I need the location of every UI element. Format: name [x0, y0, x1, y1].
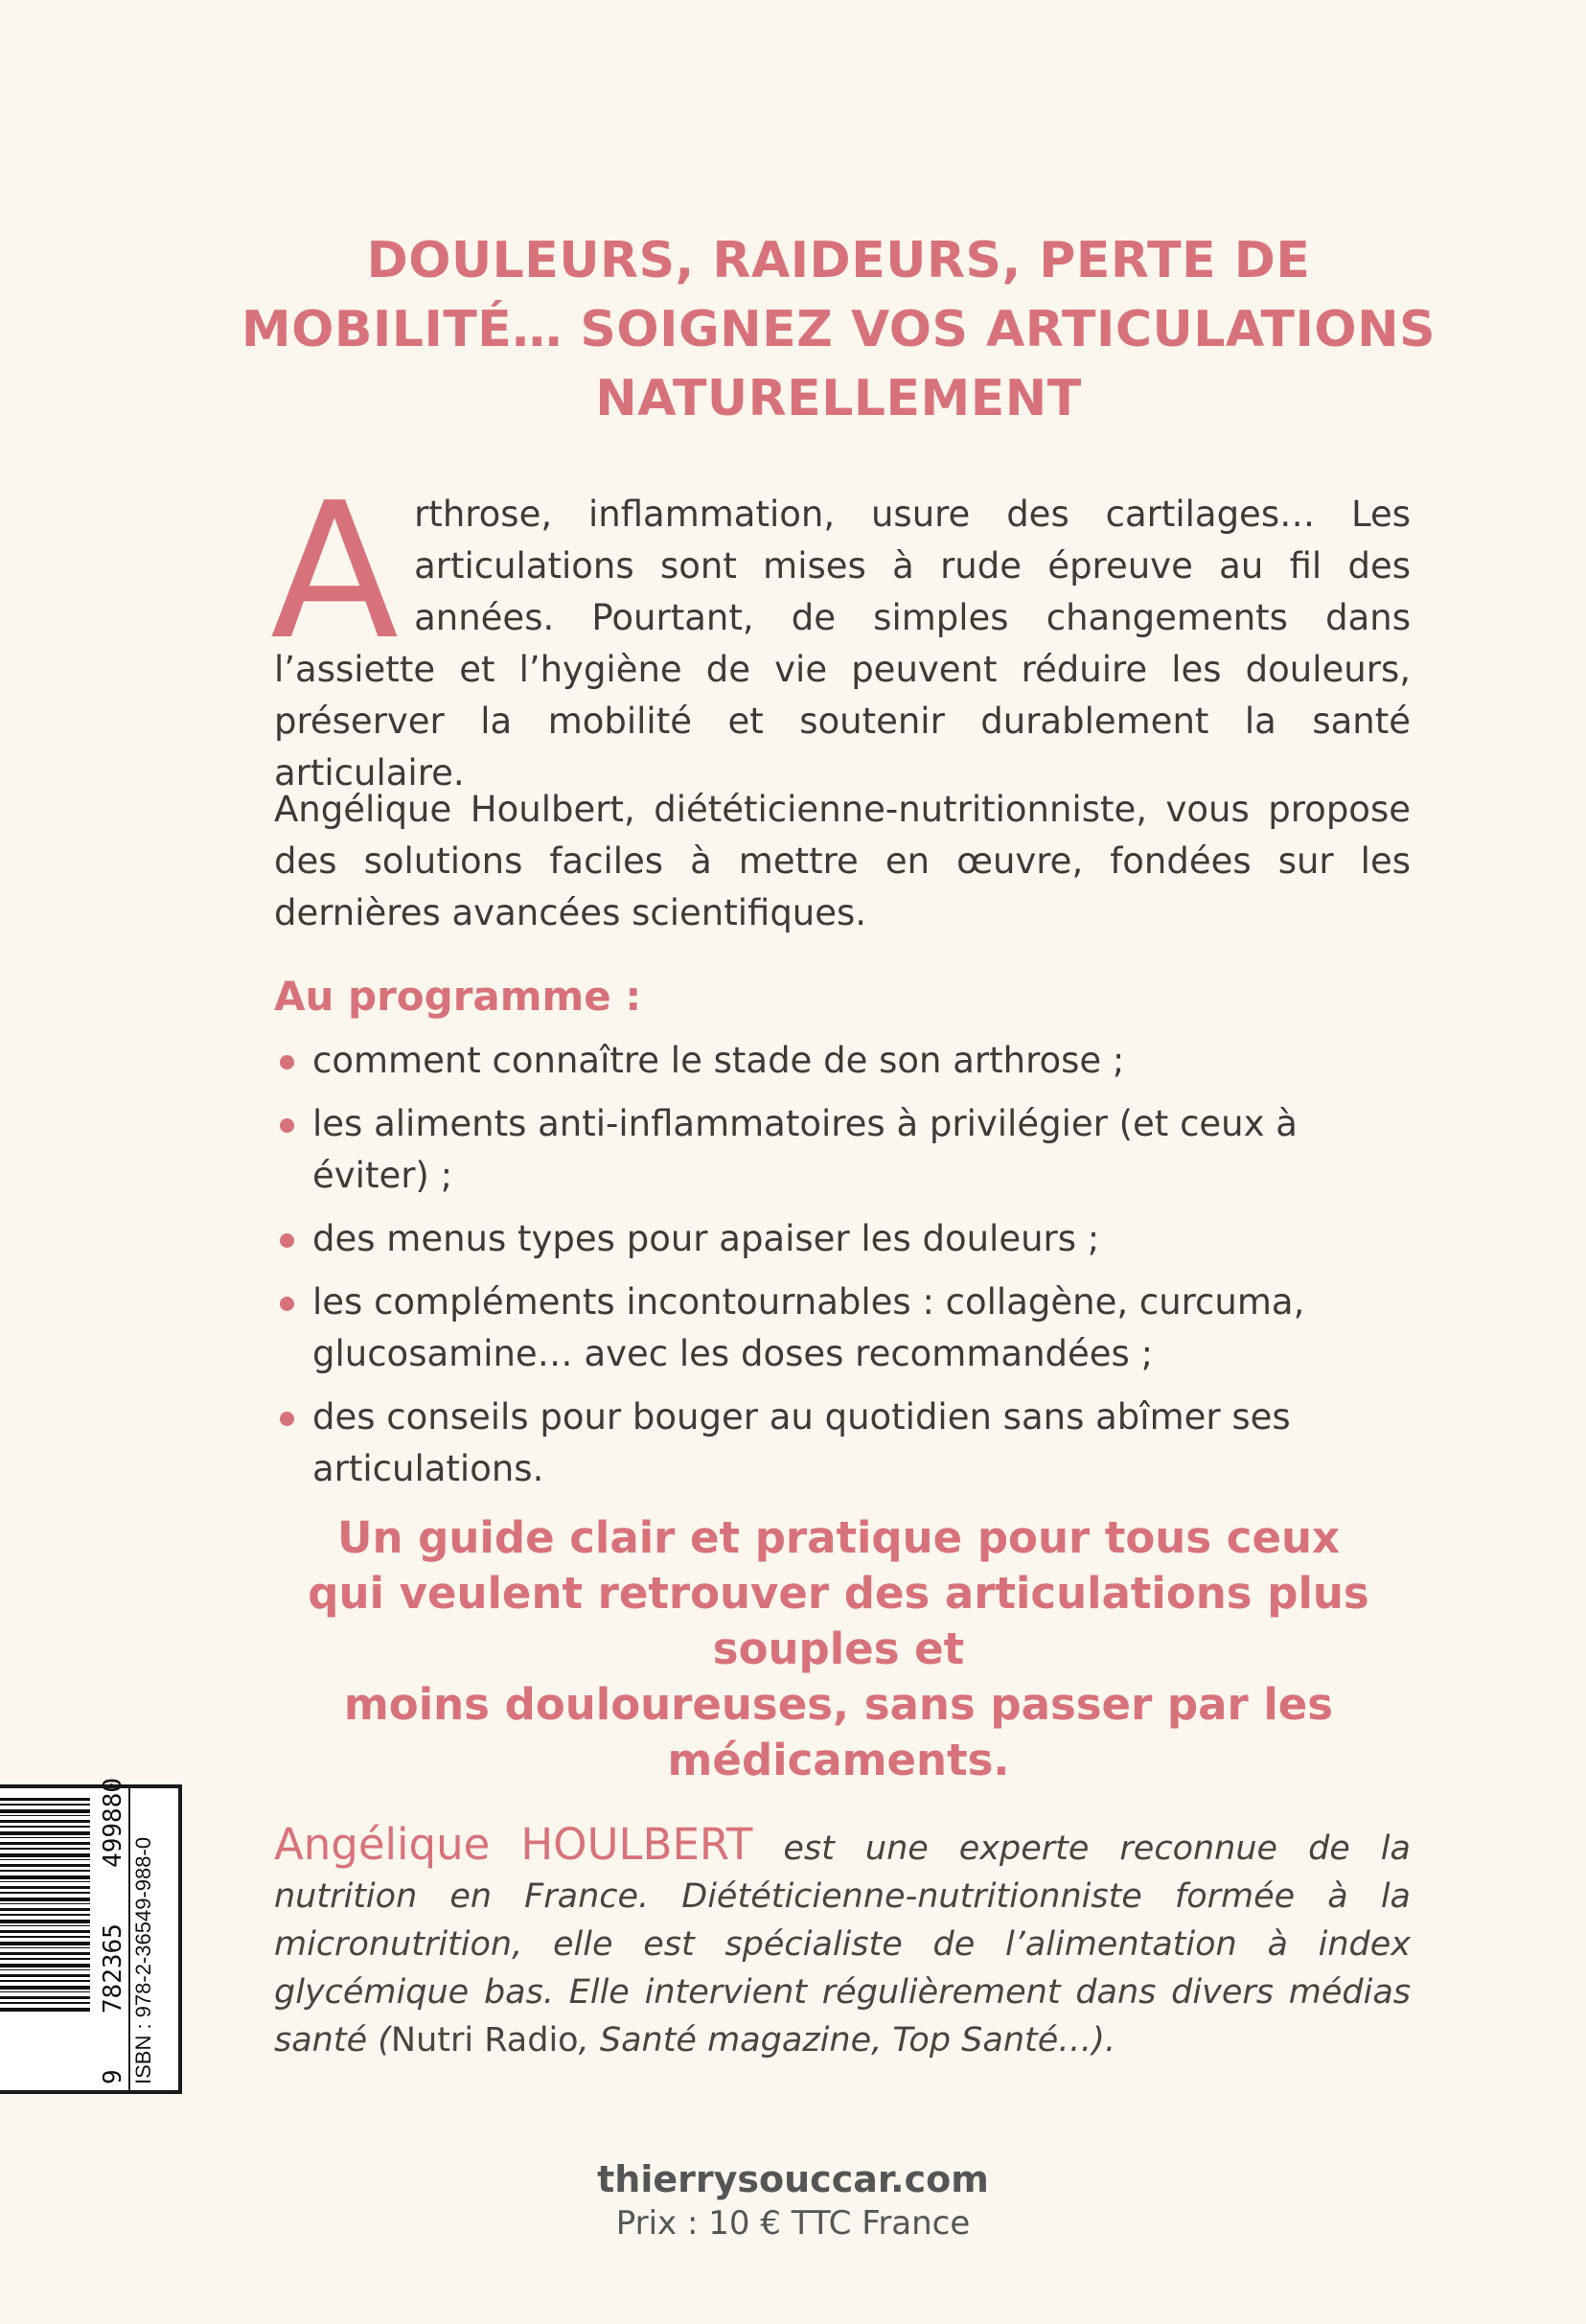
- tagline-line-2: qui veulent retrouver des articulations plus souples et: [308, 1568, 1369, 1674]
- program-item-text: comment connaître le stade de son arthrose ;: [312, 1040, 1125, 1081]
- headline: [230, 226, 1447, 433]
- author-name-first: Angélique: [274, 1819, 491, 1870]
- bio-text-end: …).: [1058, 2021, 1116, 2059]
- author-intro-paragraph: Angélique Houlbert, diététicienne-nutritionniste, vous propose des solutions faciles à mettre en œuvre, fondées sur les dernières avancées scientifiques.: [274, 789, 1411, 933]
- program-list-item: [274, 1392, 1411, 1495]
- bio-separator-1: ,: [578, 2021, 600, 2059]
- headline-line-2: MOBILITÉ… SOIGNEZ VOS ARTICULATIONS: [241, 301, 1437, 358]
- barcode-digit-group: 9: [99, 2069, 127, 2084]
- bio-media-1: Nutri Radio: [390, 2021, 579, 2059]
- program-list-item: [274, 1277, 1411, 1380]
- author-bio: [274, 1821, 1411, 2064]
- intro-text: rthrose, inflammation, usure des cartilages… Les articulations sont mises à rude épreuve au fil des années. Pourtant, de simples changements dans l’assiette et l’hygiène de vie peuvent réduire les douleurs, préserver la mobilité et soutenir durablement la santé articulaire.: [274, 494, 1411, 794]
- bio-text-1: est une experte reconnue de la nutrition en France. Diététicienne-nutritionniste formée à la micronutrition, elle est spécialiste de l’alimentation à index glycémique bas. Elle intervient régulièrement dans divers médias santé (: [274, 1829, 1411, 2059]
- program-item-text: des menus types pour apaiser les douleurs ;: [312, 1218, 1100, 1259]
- barcode-digit-group: 782365: [99, 1923, 127, 2014]
- dropcap-letter: A: [270, 463, 400, 681]
- tagline-line-1: Un guide clair et pratique pour tous ceux: [336, 1512, 1341, 1563]
- isbn-number: ISBN : 978-2-36549-988-0: [131, 1836, 155, 2084]
- program-list-item: [274, 1035, 1411, 1087]
- headline-line-1: DOULEURS, RAIDEURS, PERTE DE: [366, 232, 1311, 289]
- barcode-digits: [99, 1778, 127, 2084]
- bio-media-3: Top Santé: [892, 2021, 1059, 2059]
- headline-line-3: NATURELLEMENT: [595, 370, 1082, 427]
- bullet-dot: [280, 1297, 294, 1311]
- barcode-bars: [0, 1798, 90, 2013]
- bullet-dot: [280, 1055, 294, 1070]
- author-name-last: HOULBERT: [520, 1819, 753, 1870]
- program-list-item: [274, 1213, 1411, 1265]
- publisher-website: thierrysouccar.com: [597, 2158, 989, 2200]
- program-list-item: [274, 1098, 1411, 1202]
- price-label: Prix : 10 € TTC France: [615, 2204, 971, 2243]
- bullet-dot: [280, 1412, 294, 1426]
- bullet-dot: [280, 1233, 294, 1248]
- bullet-dot: [280, 1118, 294, 1133]
- program-item-text: les compléments incontournables : collagène, curcuma, glucosamine… avec les doses recommandées ;: [312, 1281, 1305, 1374]
- tagline-line-3: moins douloureuses, sans passer par les médicaments.: [343, 1679, 1334, 1785]
- intro-paragraph: [270, 463, 1411, 799]
- program-item-text: des conseils pour bouger au quotidien sans abîmer ses articulations.: [312, 1396, 1291, 1489]
- program-list: [274, 1035, 1411, 1507]
- tagline: [230, 1510, 1447, 1788]
- barcode-divider: [128, 1784, 130, 2094]
- barcode-digit-group: 499880: [99, 1778, 127, 1868]
- bio-media-2: Santé magazine: [599, 2021, 872, 2059]
- program-title: Au programme :: [274, 973, 642, 1020]
- program-item-text: les aliments anti-inflammatoires à privilégier (et ceux à éviter) ;: [312, 1103, 1298, 1196]
- bio-separator-2: ,: [871, 2021, 893, 2059]
